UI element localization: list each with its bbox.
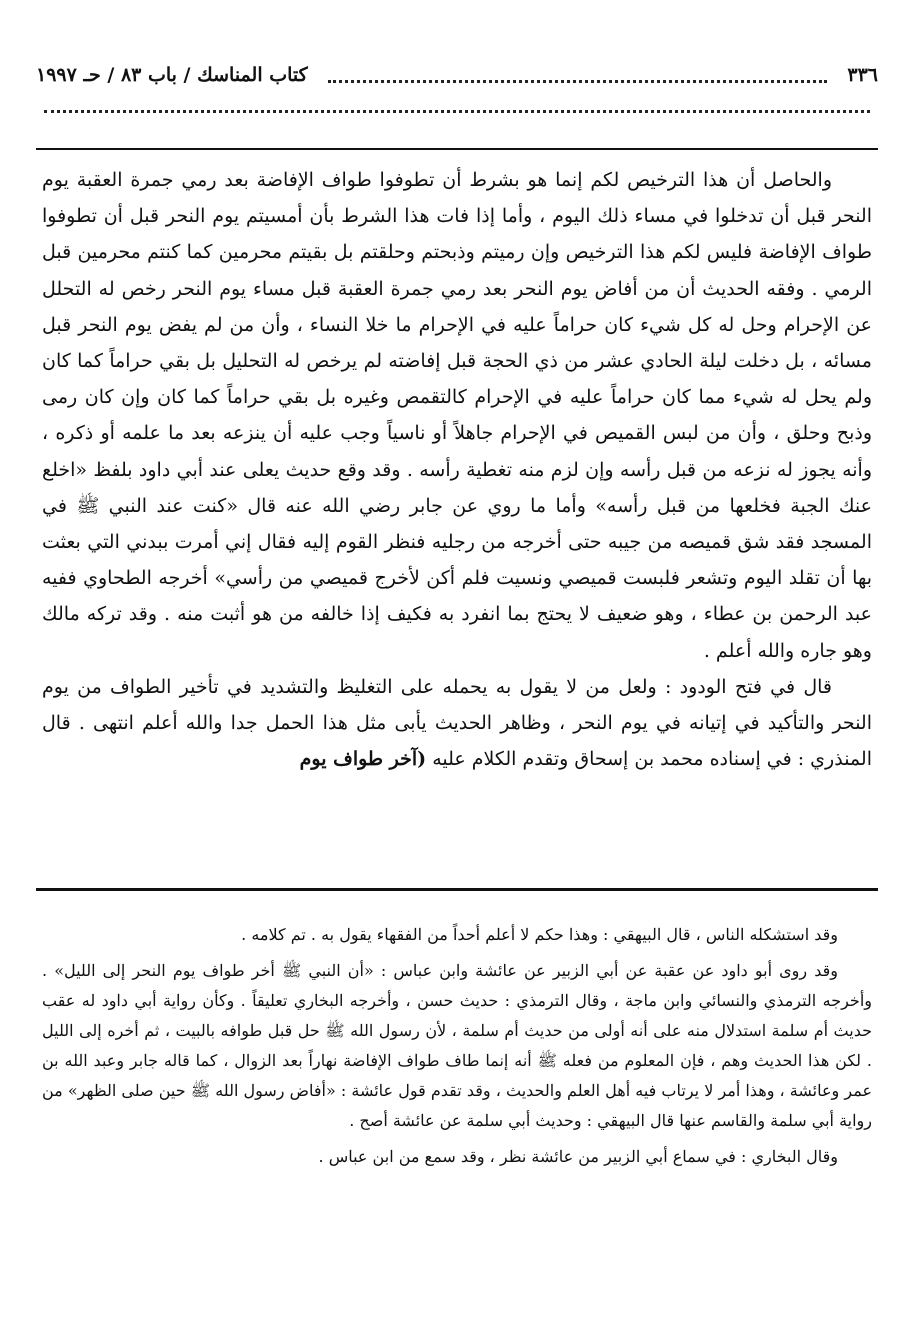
page-number: ٣٣٦	[847, 64, 878, 86]
main-paragraph	[42, 669, 872, 778]
dotted-separator	[44, 110, 870, 113]
main-text	[42, 162, 872, 882]
note-paragraph: وقد روى أبو داود عن عقبة عن أبي الزبير عن عائشة وابن عباس : «أن النبي ﷺ أخر طواف يوم النحر إلى الليل» . وأخرجه الترمذي والنسائي وابن ماجة ، وقال الترمذي : حديث حسن ، وأخرجه البخاري تعليقاً . وكأن رواية أبي داود له عقب حديث أم سلمة استدلال منه على أنه أولى من حديث أم سلمة ، لأن رسول الله ﷺ حل قبل طوافه بالبيت ، ثم أخره إلى الليل . لكن هذا الحديث وهم ، فإن المعلوم من فعله ﷺ أنه إنما طاف طواف الإفاضة نهاراً بعد الزوال ، كما قاله جابر وعبد الله بن عمر وعائشة ، وهذا أمر لا يرتاب فيه أهل العلم والحديث ، وقد تقدم قول عائشة : «أفاض رسول الله ﷺ حين صلى الظهر» من رواية أبي سلمة والقاسم عنها قال البيهقي : وحديث أبي سلمة عن عائشة أصح .	[42, 961, 873, 1130]
bottom-rule	[36, 888, 878, 891]
main-paragraph-text: قال في فتح الودود : ولعل من لا يقول به يحمله على التغليظ والتشديد في تأخير الطواف من يوم النحر والتأكيد في إتيانه في يوم النحر ، وظاهر الحديث يأبى مثل هذا الحمل جدا والله أعلم انتهى . قال المنذري : في إسناده محمد بن إسحاق وتقدم الكلام عليه	[42, 675, 872, 771]
header-dot-leader	[328, 80, 828, 83]
top-rule	[36, 148, 878, 150]
main-paragraph: والحاصل أن هذا الترخيص لكم إنما هو بشرط أن تطوفوا طواف الإفاضة بعد رمي جمرة العقبة يوم النحر قبل أن تدخلوا في مساء ذلك اليوم ، وأما إذا فات هذا الشرط بأن أمسيتم يوم النحر قبل أن تطوفوا طواف الإفاضة فليس لكم هذا الترخيص وإن رميتم وذبحتم وحلقتم بل بقيتم محرمين كما كنتم محرمين قبل الرمي . وفقه الحديث أن من أفاض يوم النحر بعد رمي جمرة العقبة قبل مساء يوم النحر رخص له التحلل عن الإحرام وحل له كل شيء كان حراماً عليه في الإحرام ما خلا النساء ، وأن من لم يفض يوم النحر قبل مسائه ، بل دخلت ليلة الحادي عشر من ذي الحجة قبل إفاضته لم يرخص له التحليل بل بقي حراماً كما كان ولم يحل له شيء مما كان حراماً عليه في الإحرام كالتقمص وغيره بل بقي حراماً كما كان وإن كان رمى وذبح وحلق ، وأن من لبس القميص في الإحرام جاهلاً أو ناسياً وجب عليه أن ينزعه بعد ما علمه أو ذكره ، وأنه يجوز له نزعه من قبل رأسه وإن لزم منه تغطية رأسه . وقد وقع حديث يعلى عند أبي داود بلفظ «اخلع عنك الجبة فخلعها من قبل رأسه» وأما ما روي عن جابر رضي الله عنه قال «كنت عند النبي ﷺ في المسجد فقد شق قميصه من جيبه حتى أخرجه من رجليه فنظر القوم إليه فقال إني أمرت ببدني التي بعثت بها أن تقلد اليوم وتشعر فلبست قميصي ونسيت فلم أكن لأخرج قميصي من رأسي» أخرجه الطحاوي ففيه عبد الرحمن بن عطاء ، وهو ضعيف لا يحتج بما انفرد به فكيف إذا خالفه من هو أثبت منه . وقد تركه مالك وهو جاره والله أعلم .	[42, 169, 872, 662]
note-paragraph: وقد استشكله الناس ، قال البيهقي : وهذا حكم لا أعلم أحداً من الفقهاء يقول به . تم كلامه .	[241, 925, 838, 944]
notes-section	[42, 920, 872, 1280]
note-paragraph: وقال البخاري : في سماع أبي الزبير من عائشة نظر ، وقد سمع من ابن عباس .	[318, 1147, 838, 1166]
bold-continuation: (آخر طواف يوم	[299, 748, 427, 771]
running-header	[36, 58, 878, 92]
book-page	[36, 0, 878, 1339]
running-title: كتاب المناسك / باب ٨٣ / حـ ١٩٩٧	[36, 64, 308, 86]
